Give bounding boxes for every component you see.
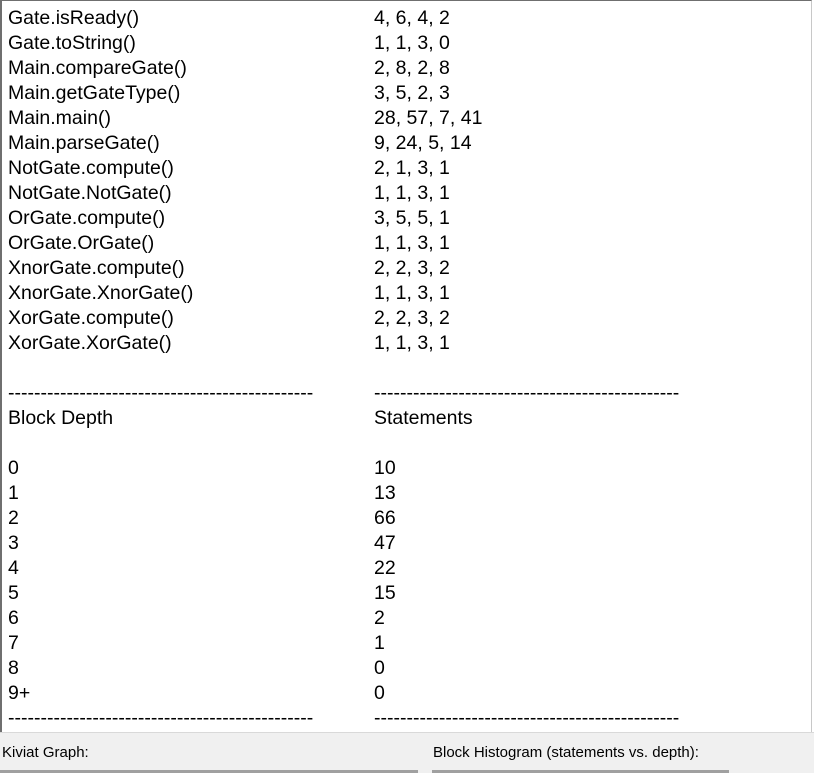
method-name: XorGate.compute() — [8, 307, 174, 329]
method-values: 1, 1, 3, 1 — [374, 182, 450, 204]
separator-right: ----------------------------------------------- — [374, 382, 680, 404]
method-values: 1, 1, 3, 1 — [374, 232, 450, 254]
statements-value: 22 — [374, 557, 396, 579]
method-values: 1, 1, 3, 1 — [374, 282, 450, 304]
method-values: 3, 5, 5, 1 — [374, 207, 450, 229]
depth-value: 5 — [8, 582, 19, 604]
method-name: Gate.toString() — [8, 32, 136, 54]
method-name: Main.compareGate() — [8, 57, 187, 79]
statements-value: 1 — [374, 632, 385, 654]
method-values: 2, 1, 3, 1 — [374, 157, 450, 179]
kiviat-graph-label: Kiviat Graph: — [2, 744, 89, 761]
method-values: 1, 1, 3, 0 — [374, 32, 450, 54]
depth-value: 4 — [8, 557, 19, 579]
method-values: 1, 1, 3, 1 — [374, 332, 450, 354]
separator-left: ----------------------------------------------- — [8, 382, 314, 404]
method-values: 2, 2, 3, 2 — [374, 257, 450, 279]
depth-value: 6 — [8, 607, 19, 629]
statements-value: 0 — [374, 657, 385, 679]
separator-left: ----------------------------------------------- — [8, 707, 314, 729]
method-name: OrGate.OrGate() — [8, 232, 155, 254]
method-name: Main.parseGate() — [8, 132, 160, 154]
method-name: NotGate.compute() — [8, 157, 174, 179]
depth-value: 3 — [8, 532, 19, 554]
method-name: Main.main() — [8, 107, 111, 129]
statements-value: 66 — [374, 507, 396, 529]
depth-value: 1 — [8, 482, 19, 504]
method-name: XnorGate.XnorGate() — [8, 282, 194, 304]
block-histogram-label: Block Histogram (statements vs. depth): — [433, 744, 699, 761]
depth-value: 7 — [8, 632, 19, 654]
method-values: 9, 24, 5, 14 — [374, 132, 472, 154]
statements-value: 0 — [374, 682, 385, 704]
method-values: 2, 2, 3, 2 — [374, 307, 450, 329]
statements-value: 10 — [374, 457, 396, 479]
separator-right: ----------------------------------------------- — [374, 707, 680, 729]
block-depth-heading: Block Depth — [8, 407, 114, 429]
method-values: 2, 8, 2, 8 — [374, 57, 450, 79]
method-name: OrGate.compute() — [8, 207, 166, 229]
method-name: XorGate.XorGate() — [8, 332, 172, 354]
method-values: 4, 6, 4, 2 — [374, 7, 450, 29]
statements-value: 2 — [374, 607, 385, 629]
depth-value: 8 — [8, 657, 19, 679]
method-name: NotGate.NotGate() — [8, 182, 172, 204]
statements-value: 15 — [374, 582, 396, 604]
method-values: 28, 57, 7, 41 — [374, 107, 483, 129]
depth-value: 0 — [8, 457, 19, 479]
depth-value: 9+ — [8, 682, 31, 704]
method-name: Gate.isReady() — [8, 7, 140, 29]
statements-value: 13 — [374, 482, 396, 504]
statements-heading: Statements — [374, 407, 473, 429]
method-values: 3, 5, 2, 3 — [374, 82, 450, 104]
depth-value: 2 — [8, 507, 19, 529]
method-name: XnorGate.compute() — [8, 257, 185, 279]
graph-panels-bar — [0, 732, 814, 773]
method-name: Main.getGateType() — [8, 82, 181, 104]
statements-value: 47 — [374, 532, 396, 554]
